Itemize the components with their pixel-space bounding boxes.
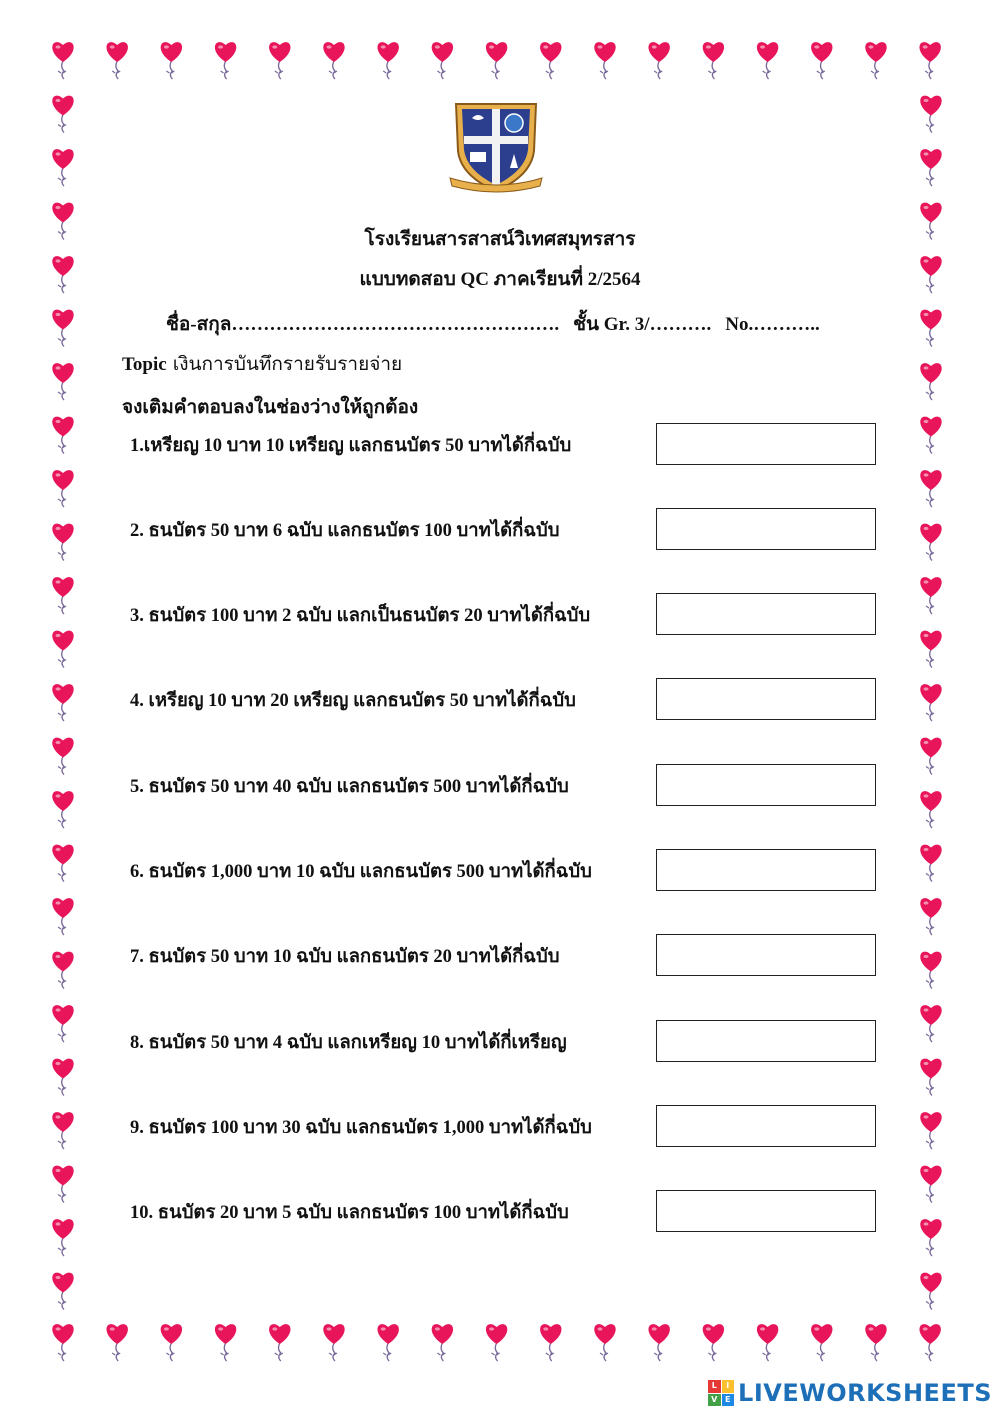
answer-box[interactable] [656, 678, 876, 720]
heart-balloon-icon [52, 738, 73, 775]
question-item [130, 678, 890, 722]
heart-balloon-icon [269, 42, 290, 79]
question-item [130, 849, 890, 893]
heart-balloon-icon [920, 149, 941, 186]
answer-box[interactable] [656, 849, 876, 891]
heart-balloon-icon [486, 42, 507, 79]
question-text: 5. ธนบัตร 50 บาท 40 ฉบับ แลกธนบัตร 500 บาทได้กี่ฉบับ [130, 777, 569, 797]
question-text: 9. ธนบัตร 100 บาท 30 ฉบับ แลกธนบัตร 1,000 บาทได้กี่ฉบับ [130, 1118, 592, 1138]
answer-box[interactable] [656, 423, 876, 465]
heart-balloon-icon [920, 898, 941, 935]
answer-box[interactable] [656, 1190, 876, 1232]
heart-balloon-icon [52, 577, 73, 614]
heart-balloon-icon [920, 310, 941, 347]
number-field-label: No.……….. [725, 314, 820, 335]
topic-label: Topic [122, 354, 167, 375]
logo-tile: I [722, 1380, 735, 1393]
heart-balloon-icon [920, 577, 941, 614]
heart-balloon-icon [920, 524, 941, 561]
heart-balloon-icon [52, 684, 73, 721]
heart-balloon-icon [540, 1324, 561, 1361]
heart-balloon-icon [920, 1273, 941, 1310]
logo-tile: V [708, 1394, 721, 1407]
heart-balloon-icon [52, 417, 73, 454]
topic-line [122, 349, 402, 379]
heart-balloon-icon [52, 1219, 73, 1256]
heart-balloon-icon [920, 1166, 941, 1203]
heart-balloon-icon [377, 1324, 398, 1361]
heart-balloon-icon [703, 42, 724, 79]
question-text: 3. ธนบัตร 100 บาท 2 ฉบับ แลกเป็นธนบัตร 20 บาทได้กี่ฉบับ [130, 606, 591, 626]
answer-box[interactable] [656, 1020, 876, 1062]
heart-balloon-icon [52, 1112, 73, 1149]
heart-balloon-icon [920, 363, 941, 400]
heart-balloon-icon [920, 1005, 941, 1042]
heart-balloon-icon [52, 149, 73, 186]
heart-balloon-icon [594, 1324, 615, 1361]
heart-balloon-icon [920, 738, 941, 775]
heart-balloon-icon [920, 845, 941, 882]
exam-title: แบบทดสอบ QC ภาคเรียนที่ 2/2564 [359, 269, 641, 290]
heart-balloon-icon [919, 1324, 940, 1361]
answer-box[interactable] [656, 508, 876, 550]
topic-text: เงินการบันทึกรายรับรายจ่าย [172, 354, 403, 375]
heart-balloon-icon [52, 898, 73, 935]
heart-balloon-icon [52, 1273, 73, 1310]
heart-balloon-icon [377, 42, 398, 79]
school-name: โรงเรียนสารสาสน์วิเทศสมุทรสาร [364, 229, 636, 250]
heart-balloon-icon [757, 1324, 778, 1361]
heart-balloon-icon [811, 1324, 832, 1361]
heart-balloon-icon [161, 42, 182, 79]
heart-balloon-icon [920, 470, 941, 507]
student-info-line [166, 309, 834, 339]
heart-balloon-icon [811, 42, 832, 79]
heart-balloon-icon [161, 1324, 182, 1361]
liveworksheets-brand[interactable] [708, 1378, 992, 1408]
heart-balloon-icon [52, 845, 73, 882]
heart-balloon-icon [52, 1166, 73, 1203]
answer-box[interactable] [656, 593, 876, 635]
school-crest-icon [446, 96, 546, 196]
instruction-text: จงเติมคำตอบลงในช่องว่างให้ถูกต้อง [122, 397, 419, 418]
grade-field-label: ชั้น Gr. 3/………. [573, 314, 712, 335]
heart-balloon-icon [106, 42, 127, 79]
heart-balloon-icon [269, 1324, 290, 1361]
heart-balloon-icon [52, 952, 73, 989]
heart-balloon-icon [920, 417, 941, 454]
heart-balloon-icon [52, 470, 73, 507]
question-text: 6. ธนบัตร 1,000 บาท 10 ฉบับ แลกธนบัตร 500 บาทได้กี่ฉบับ [130, 862, 592, 882]
answer-box[interactable] [656, 934, 876, 976]
question-item [130, 934, 890, 978]
heart-balloon-icon [52, 363, 73, 400]
heart-balloon-icon [52, 310, 73, 347]
heart-balloon-icon [52, 1005, 73, 1042]
question-item [130, 1020, 890, 1064]
question-item [130, 423, 890, 467]
logo-tile: E [722, 1394, 735, 1407]
question-text: 8. ธนบัตร 50 บาท 4 ฉบับ แลกเหรียญ 10 บาทได้กี่เหรียญ [130, 1033, 567, 1053]
question-text: 10. ธนบัตร 20 บาท 5 ฉบับ แลกธนบัตร 100 บาทได้กี่ฉบับ [130, 1203, 569, 1223]
heart-balloon-icon [920, 1219, 941, 1256]
heart-balloon-icon [323, 42, 344, 79]
heart-balloon-icon [432, 1324, 453, 1361]
heart-balloon-icon [52, 96, 73, 133]
question-text: 4. เหรียญ 10 บาท 20 เหรียญ แลกธนบัตร 50 บาทได้กี่ฉบับ [130, 691, 576, 711]
question-text: 2. ธนบัตร 50 บาท 6 ฉบับ แลกธนบัตร 100 บาทได้กี่ฉบับ [130, 521, 560, 541]
heart-balloon-icon [52, 1059, 73, 1096]
answer-box[interactable] [656, 1105, 876, 1147]
heart-balloon-icon [920, 96, 941, 133]
heart-balloon-icon [648, 42, 669, 79]
heart-balloon-icon [648, 1324, 669, 1361]
heart-balloon-icon [865, 42, 886, 79]
heart-balloon-icon [486, 1324, 507, 1361]
heart-balloon-icon [52, 1324, 73, 1361]
question-item [130, 1190, 890, 1234]
heart-balloon-icon [215, 1324, 236, 1361]
brand-text: LIVEWORKSHEETS [738, 1379, 992, 1407]
heart-balloon-icon [52, 791, 73, 828]
question-item [130, 508, 890, 552]
heart-balloon-icon [52, 42, 73, 79]
heart-balloon-icon [594, 42, 615, 79]
heart-balloon-icon [52, 631, 73, 668]
answer-box[interactable] [656, 764, 876, 806]
question-text: 7. ธนบัตร 50 บาท 10 ฉบับ แลกธนบัตร 20 บาทได้กี่ฉบับ [130, 947, 560, 967]
heart-balloon-icon [106, 1324, 127, 1361]
heart-balloon-icon [865, 1324, 886, 1361]
heart-balloon-icon [215, 42, 236, 79]
heart-balloon-icon [920, 684, 941, 721]
heart-balloon-icon [323, 1324, 344, 1361]
heart-balloon-icon [919, 42, 940, 79]
heart-balloon-icon [540, 42, 561, 79]
heart-balloon-icon [920, 631, 941, 668]
heart-balloon-icon [52, 524, 73, 561]
heart-balloon-icon [920, 791, 941, 828]
heart-balloon-icon [703, 1324, 724, 1361]
question-item [130, 1105, 890, 1149]
question-item [130, 764, 890, 808]
heart-balloon-icon [432, 42, 453, 79]
heart-balloon-icon [920, 1059, 941, 1096]
question-item [130, 593, 890, 637]
liveworksheets-logo-icon [708, 1380, 734, 1406]
heart-balloon-icon [920, 952, 941, 989]
name-field-label: ชื่อ-สกุล……………………………………………. [166, 314, 560, 335]
logo-tile: L [708, 1380, 721, 1393]
question-text: 1.เหรียญ 10 บาท 10 เหรียญ แลกธนบัตร 50 บาทได้กี่ฉบับ [130, 436, 572, 456]
heart-balloon-icon [920, 1112, 941, 1149]
heart-balloon-icon [757, 42, 778, 79]
